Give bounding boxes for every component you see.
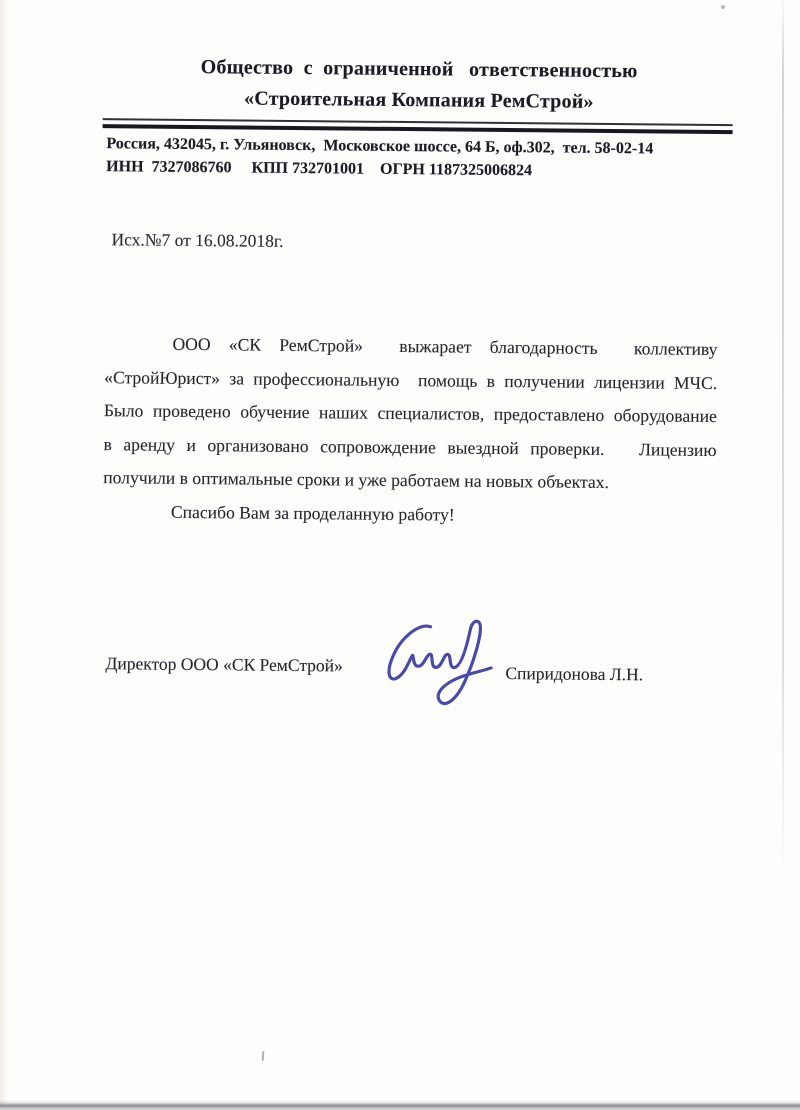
body-closing-line: Спасибо Вам за проделанную работу!: [170, 501, 455, 525]
body-line: получили в оптимальные сроки и уже работаем на новых объектах.: [103, 467, 610, 493]
signatory-role: Директор ООО «СК РемСтрой»: [105, 653, 343, 676]
org-name-line2: «Строительная Компания РемСтрой»: [243, 87, 594, 113]
signer-name: Спиридонова Л.Н.: [505, 663, 644, 685]
letterhead-requisites-line: ИНН 7327086760 КПП 732701001 ОГРН 1187325006824: [106, 158, 533, 180]
signature-ink: [379, 610, 514, 717]
outgoing-reference-line: Исх.№7 от 16.08.2018г.: [111, 229, 284, 251]
org-name-line1: Общество с ограниченной ответственностью: [200, 56, 638, 83]
body-line: «СтройЮрист» за профессиональную помощь в получении лицензии МЧС.: [104, 366, 718, 393]
letterhead-org-name: [103, 51, 736, 119]
body-line: Было проведено обучение наших специалистов, предоставлено оборудование: [103, 400, 717, 427]
body-line: ООО «СК РемСтрой» выжарает благодарность коллективу: [172, 333, 718, 360]
signature-stroke: [389, 620, 492, 704]
letter-body: [103, 327, 718, 534]
letterhead-address-line: Россия, 432045, г. Ульяновск, Московское шоссе, 64 Б, оф.302, тел. 58-02-14: [106, 135, 654, 158]
letterhead-rule-thick: [103, 124, 733, 134]
body-line: в аренду и организовано сопровождение выездной проверки. Лицензию: [103, 433, 717, 460]
